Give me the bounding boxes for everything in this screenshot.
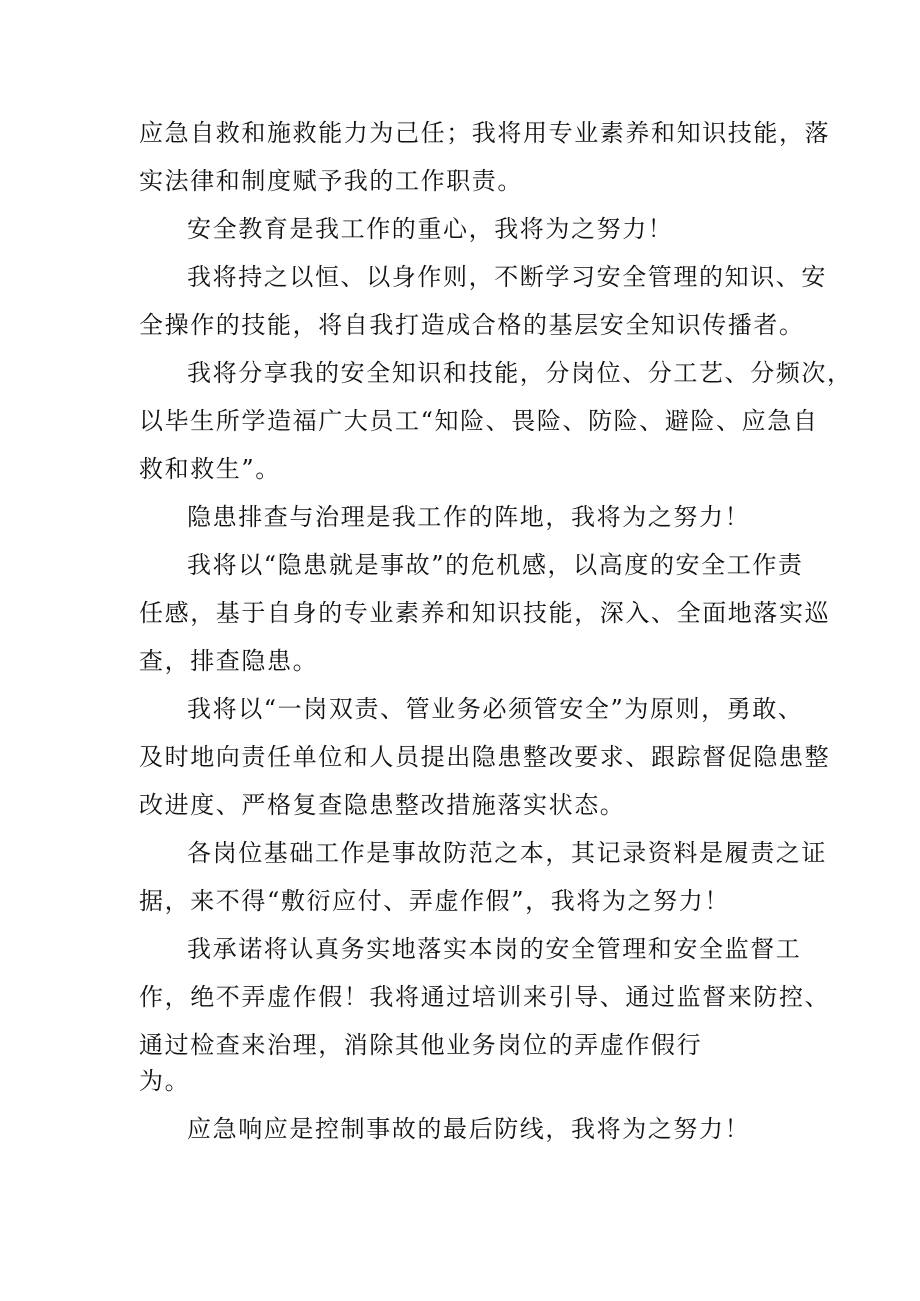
heading-line: 应急响应是控制事故的最后防线，我将为之努力！ xyxy=(187,1115,751,1143)
text-line: 以毕生所学造福广大员工“知险、畏险、防险、避险、应急自 xyxy=(139,407,819,435)
text-line: 实法律和制度赋予我的工作职责。 xyxy=(139,167,523,195)
text-line: 全操作的技能，将自我打造成合格的基层安全知识传播者。 xyxy=(139,311,805,339)
text-line: 应急自救和施救能力为己任；我将用专业素养和知识技能，落 xyxy=(139,119,831,147)
text-line: 救和救生”。 xyxy=(139,455,281,483)
text-line: 据，来不得“敷衍应付、弄虚作假”，我将为之努力！ xyxy=(139,887,730,915)
text-line: 我将以“一岗双责、管业务必须管安全”为原则，勇敢、 xyxy=(187,695,804,723)
text-line: 任感，基于自身的专业素养和知识技能，深入、全面地落实巡 xyxy=(139,599,831,627)
text-line: 我将分享我的安全知识和技能，分岗位、分工艺、分频次， xyxy=(187,359,853,387)
text-line: 我承诺将认真务实地落实本岗的安全管理和安全监督工 xyxy=(187,935,802,963)
heading-line: 隐患排查与治理是我工作的阵地，我将为之努力！ xyxy=(187,503,751,531)
text-line: 查，排查隐患。 xyxy=(139,647,319,675)
text-line: 我将以“隐患就是事故”的危机感，以高度的安全工作责 xyxy=(187,551,804,579)
text-line: 为。 xyxy=(139,1067,191,1095)
text-line: 作，绝不弄虚作假！我将通过培训来引导、通过监督来防控、 xyxy=(139,983,831,1011)
heading-line: 各岗位基础工作是事故防范之本，其记录资料是履责之证 xyxy=(187,839,827,867)
text-line: 我将持之以恒、以身作则，不断学习安全管理的知识、安 xyxy=(187,263,827,291)
text-line: 改进度、严格复查隐患整改措施落实状态。 xyxy=(139,791,626,819)
text-line: 及时地向责任单位和人员提出隐患整改要求、跟踪督促隐患整 xyxy=(139,743,831,771)
text-line: 通过检查来治理，消除其他业务岗位的弄虚作假行 xyxy=(139,1031,703,1059)
heading-line: 安全教育是我工作的重心，我将为之努力！ xyxy=(187,215,674,243)
